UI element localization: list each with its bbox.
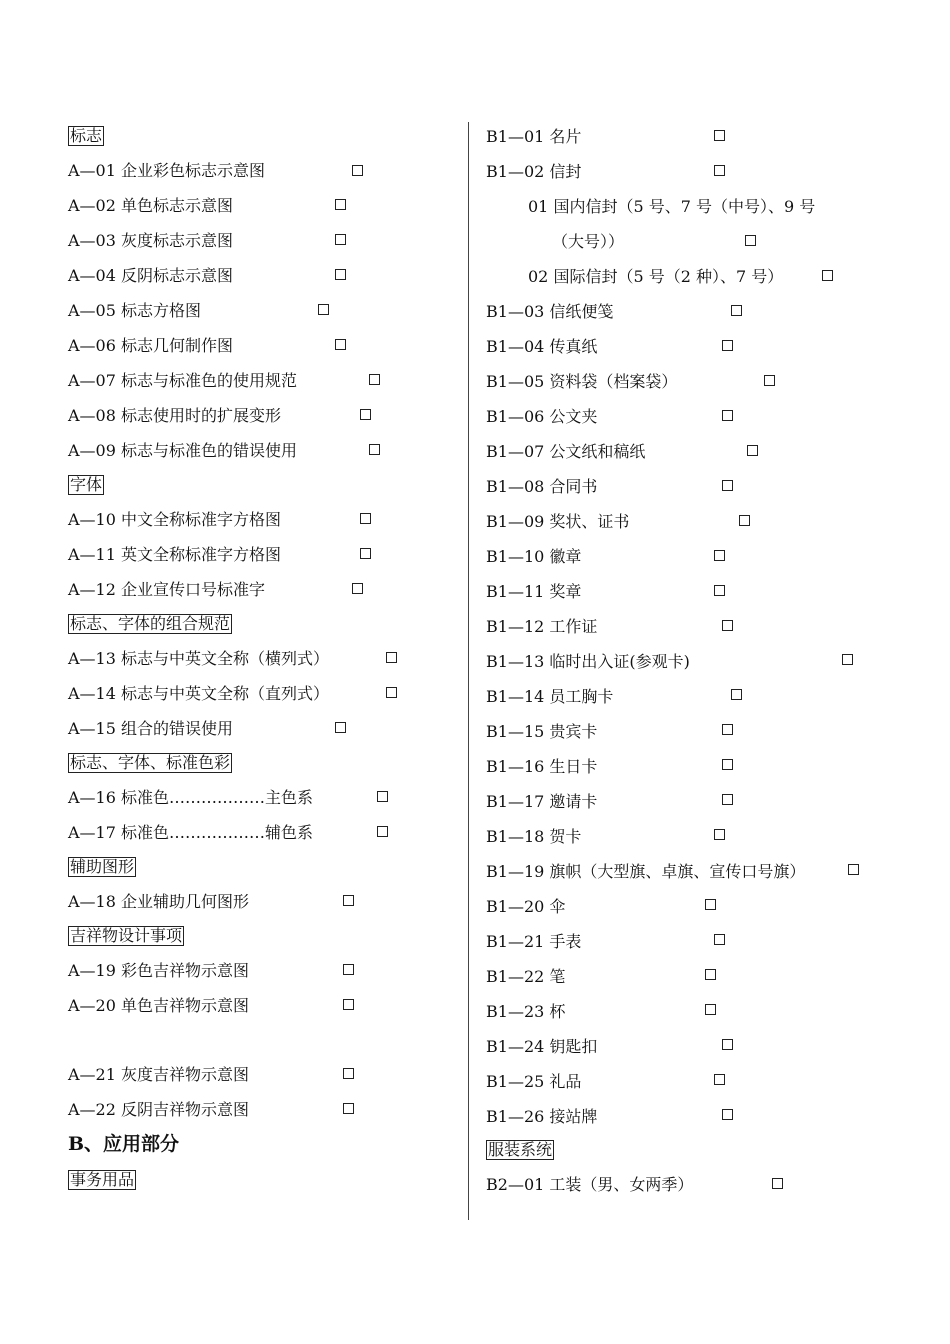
checkbox[interactable] [360, 409, 371, 420]
list-item: A—22 反阴吉祥物示意图 [68, 1100, 250, 1119]
list-item: B1—22 笔 [486, 967, 566, 986]
list-item: B1—05 资料袋（档案袋） [486, 372, 678, 391]
list-item: A—08 标志使用时的扩展变形 [68, 406, 282, 425]
list-item: A—10 中文全称标准字方格图 [68, 510, 282, 529]
list-item: A—20 单色吉祥物示意图 [68, 996, 250, 1015]
heading-auxiliary-graphics: 辅助图形 [70, 857, 135, 876]
heading-standard-color: 标志、字体、标准色彩 [70, 753, 231, 772]
list-item: A—07 标志与标准色的使用规范 [68, 371, 298, 390]
list-item: A—15 组合的错误使用 [68, 719, 234, 738]
checkbox[interactable] [822, 270, 833, 281]
list-item: B1—02 信封 [486, 162, 582, 181]
list-item: A—09 标志与标准色的错误使用 [68, 441, 298, 460]
checkbox[interactable] [731, 305, 742, 316]
checkbox[interactable] [343, 1068, 354, 1079]
heading-logo: 标志 [70, 126, 103, 145]
list-item: B1—01 名片 [486, 127, 582, 146]
heading-combination: 标志、字体的组合规范 [70, 614, 231, 633]
list-item: A—01 企业彩色标志示意图 [68, 161, 266, 180]
list-item: B1—07 公文纸和稿纸 [486, 442, 646, 461]
checkbox[interactable] [705, 1004, 716, 1015]
checkbox[interactable] [705, 969, 716, 980]
checkbox[interactable] [714, 130, 725, 141]
list-item: B1—23 杯 [486, 1002, 566, 1021]
checkbox[interactable] [722, 724, 733, 735]
checkbox[interactable] [722, 1039, 733, 1050]
checkbox[interactable] [722, 480, 733, 491]
list-item: B1—04 传真纸 [486, 337, 598, 356]
checkbox[interactable] [714, 1074, 725, 1085]
checkbox[interactable] [731, 689, 742, 700]
checkbox[interactable] [386, 652, 397, 663]
checkbox[interactable] [747, 445, 758, 456]
checkbox[interactable] [722, 759, 733, 770]
list-item: B1—16 生日卡 [486, 757, 598, 776]
checkbox[interactable] [343, 999, 354, 1010]
list-item: A—17 标准色………………辅色系 [68, 823, 314, 842]
checkbox[interactable] [360, 513, 371, 524]
checkbox[interactable] [360, 548, 371, 559]
checkbox[interactable] [714, 550, 725, 561]
list-item: A—19 彩色吉祥物示意图 [68, 961, 250, 980]
checkbox[interactable] [772, 1178, 783, 1189]
checkbox[interactable] [722, 410, 733, 421]
list-item: B2—01 工装（男、女两季） [486, 1175, 694, 1194]
heading-font: 字体 [70, 475, 103, 494]
list-item: B1—09 奖状、证书 [486, 512, 630, 531]
checkbox[interactable] [335, 339, 346, 350]
checkbox[interactable] [848, 864, 859, 875]
checkbox[interactable] [842, 654, 853, 665]
heading-office-supplies: 事务用品 [70, 1170, 135, 1189]
list-item: A—06 标志几何制作图 [68, 336, 234, 355]
list-item: B1—14 员工胸卡 [486, 687, 614, 706]
checkbox[interactable] [764, 375, 775, 386]
checkbox[interactable] [335, 269, 346, 280]
list-subitem: 01 国内信封（5 号、7 号（中号）、9 号 [528, 197, 816, 216]
list-item: B1—08 合同书 [486, 477, 598, 496]
list-item: B1—11 奖章 [486, 582, 582, 601]
checkbox[interactable] [335, 722, 346, 733]
list-item: B1—06 公文夹 [486, 407, 598, 426]
list-item: B1—21 手表 [486, 932, 582, 951]
list-item: B1—12 工作证 [486, 617, 598, 636]
checkbox[interactable] [714, 165, 725, 176]
list-subitem: （大号）） [552, 232, 625, 251]
list-item: B1—20 伞 [486, 897, 566, 916]
list-item: B1—15 贵宾卡 [486, 722, 598, 741]
checkbox[interactable] [739, 515, 750, 526]
checkbox[interactable] [745, 235, 756, 246]
checkbox[interactable] [352, 583, 363, 594]
checkbox[interactable] [705, 899, 716, 910]
list-item: A—16 标准色………………主色系 [68, 788, 314, 807]
checkbox[interactable] [352, 165, 363, 176]
checkbox[interactable] [722, 340, 733, 351]
checkbox[interactable] [386, 687, 397, 698]
list-item: B1—03 信纸便笺 [486, 302, 614, 321]
list-item: A—04 反阴标志示意图 [68, 266, 234, 285]
checkbox[interactable] [343, 964, 354, 975]
heading-mascot: 吉祥物设计事项 [70, 926, 183, 945]
list-item: B1—13 临时出入证(参观卡) [486, 652, 690, 671]
checkbox[interactable] [335, 234, 346, 245]
checkbox[interactable] [714, 829, 725, 840]
list-item: B1—10 徽章 [486, 547, 582, 566]
checkbox[interactable] [377, 791, 388, 802]
checkbox[interactable] [377, 826, 388, 837]
list-item: A—18 企业辅助几何图形 [68, 892, 250, 911]
section-title-b: B、应用部分 [68, 1133, 180, 1155]
list-item: A—02 单色标志示意图 [68, 196, 234, 215]
list-item: A—11 英文全称标准字方格图 [68, 545, 282, 564]
list-item: B1—17 邀请卡 [486, 792, 598, 811]
list-item: A—13 标志与中英文全称（横列式） [68, 649, 330, 668]
checkbox[interactable] [714, 585, 725, 596]
checkbox[interactable] [343, 1103, 354, 1114]
checkbox[interactable] [369, 374, 380, 385]
list-item: B1—24 钥匙扣 [486, 1037, 598, 1056]
checkbox[interactable] [714, 934, 725, 945]
list-item: B1—25 礼品 [486, 1072, 582, 1091]
list-subitem: 02 国际信封（5 号（2 种）、7 号） [528, 267, 784, 286]
list-item: B1—18 贺卡 [486, 827, 582, 846]
column-divider [468, 122, 469, 1220]
list-item: A—03 灰度标志示意图 [68, 231, 234, 250]
list-item: A—14 标志与中英文全称（直列式） [68, 684, 330, 703]
checkbox[interactable] [722, 1109, 733, 1120]
list-item: A—05 标志方格图 [68, 301, 202, 320]
checkbox[interactable] [318, 304, 329, 315]
checkbox[interactable] [369, 444, 380, 455]
list-item: B1—26 接站牌 [486, 1107, 598, 1126]
heading-apparel-system: 服装系统 [488, 1140, 553, 1159]
checkbox[interactable] [343, 895, 354, 906]
list-item: B1—19 旗帜（大型旗、卓旗、宣传口号旗） [486, 862, 806, 881]
list-item: A—12 企业宣传口号标准字 [68, 580, 266, 599]
checkbox[interactable] [722, 620, 733, 631]
checkbox[interactable] [335, 199, 346, 210]
list-item: A—21 灰度吉祥物示意图 [68, 1065, 250, 1084]
checkbox[interactable] [722, 794, 733, 805]
